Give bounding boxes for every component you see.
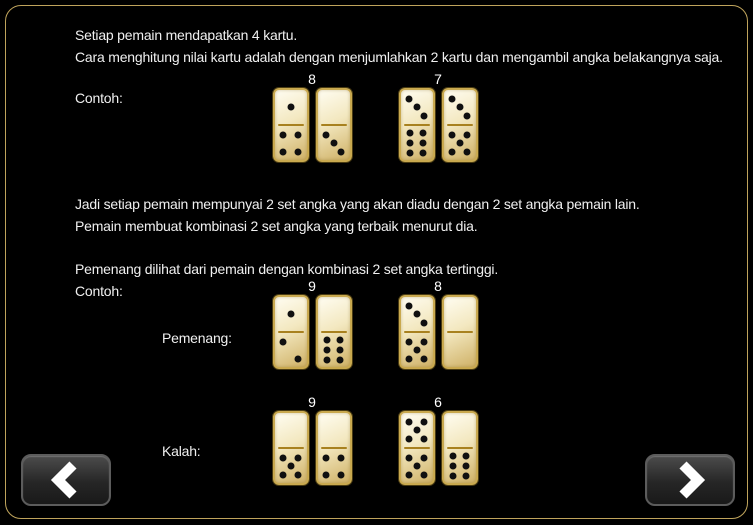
domino-pair-winner-9 (272, 279, 352, 369)
domino-pip (413, 463, 420, 470)
domino-pip (420, 454, 427, 461)
domino-pip (420, 112, 427, 119)
domino-pip (462, 452, 469, 459)
winner-label: Pemenang: (162, 330, 232, 346)
chevron-right-icon (669, 461, 711, 499)
domino-tile-row (398, 295, 478, 369)
domino-pip (450, 463, 457, 470)
domino-bottom-half (318, 449, 350, 483)
domino-pip (294, 148, 301, 155)
domino-pip (450, 452, 457, 459)
domino-pip (407, 150, 414, 157)
domino-top-half (318, 90, 350, 124)
instruction-line-3: Jadi setiap pemain mempunyai 2 set angka yang akan diadu dengan 2 set angka pemain lain. (75, 196, 640, 212)
domino-top-half (444, 297, 476, 331)
pair-sum-label: 7 (434, 71, 442, 87)
domino-pip (463, 148, 470, 155)
domino-pair-loser-9 (272, 395, 352, 485)
domino-tile-row (398, 88, 478, 162)
domino-pair-winner-8 (398, 279, 478, 369)
domino-bottom-half (401, 333, 433, 367)
domino-bottom-half (444, 333, 476, 367)
domino-pip (413, 104, 420, 111)
domino-pip (420, 418, 427, 425)
domino-pip (294, 355, 301, 362)
domino-top-half (275, 90, 307, 124)
domino-bottom-half (444, 126, 476, 160)
domino-tile-row (272, 88, 352, 162)
domino-pip (449, 148, 456, 155)
domino-tile (399, 88, 435, 162)
domino-pip (287, 463, 294, 470)
pair-sum-label: 8 (308, 71, 316, 87)
domino-pip (336, 347, 343, 354)
domino-tile-row (272, 295, 352, 369)
domino-pip (337, 471, 344, 478)
domino-pip (449, 131, 456, 138)
domino-pip (337, 454, 344, 461)
domino-pip (413, 427, 420, 434)
instruction-line-2: Cara menghitung nilai kartu adalah dengan menjumlahkan 2 kartu dan mengambil angka belakangnya saja. (75, 49, 723, 65)
domino-pip (406, 95, 413, 102)
domino-pip (280, 148, 287, 155)
pair-sum-label: 9 (308, 394, 316, 410)
domino-pip (330, 140, 337, 147)
domino-pip (419, 140, 426, 147)
domino-pip (407, 129, 414, 136)
domino-pip (324, 347, 331, 354)
domino-bottom-half (318, 333, 350, 367)
chevron-left-icon (45, 461, 87, 499)
domino-pip (420, 338, 427, 345)
domino-pip (406, 338, 413, 345)
domino-pip (463, 112, 470, 119)
domino-pip (413, 311, 420, 318)
domino-pip (420, 319, 427, 326)
domino-pip (419, 129, 426, 136)
example-label: Contoh: (75, 90, 123, 106)
domino-pip (280, 454, 287, 461)
domino-tile-row (272, 411, 352, 485)
domino-top-half (275, 413, 307, 447)
domino-bottom-half (401, 126, 433, 160)
domino-pair-example-7 (398, 72, 478, 162)
domino-pip (462, 463, 469, 470)
domino-pip (456, 104, 463, 111)
next-page-button[interactable] (645, 454, 735, 506)
domino-pip (450, 473, 457, 480)
domino-pair-loser-6 (398, 395, 478, 485)
domino-tile (442, 411, 478, 485)
domino-top-half (275, 297, 307, 331)
domino-pip (337, 148, 344, 155)
domino-tile (442, 295, 478, 369)
domino-bottom-half (401, 449, 433, 483)
domino-pip (463, 131, 470, 138)
domino-pip (294, 471, 301, 478)
domino-tile (273, 411, 309, 485)
domino-pip (323, 131, 330, 138)
domino-top-half (318, 413, 350, 447)
domino-pip (336, 336, 343, 343)
domino-pip (406, 454, 413, 461)
domino-pip (287, 311, 294, 318)
instruction-line-4: Pemain membuat kombinasi 2 set angka yang terbaik menurut dia. (75, 218, 478, 234)
domino-pip (419, 150, 426, 157)
domino-pip (420, 435, 427, 442)
domino-pip (323, 454, 330, 461)
domino-pip (462, 473, 469, 480)
pair-sum-label: 8 (434, 278, 442, 294)
instruction-line-1: Setiap pemain mendapatkan 4 kartu. (75, 27, 298, 43)
domino-bottom-half (275, 126, 307, 160)
domino-pip (420, 471, 427, 478)
domino-bottom-half (275, 333, 307, 367)
domino-top-half (444, 90, 476, 124)
domino-pip (294, 131, 301, 138)
domino-tile (399, 411, 435, 485)
domino-pip (413, 347, 420, 354)
domino-bottom-half (275, 449, 307, 483)
domino-tile (273, 88, 309, 162)
domino-top-half (401, 297, 433, 331)
domino-top-half (401, 413, 433, 447)
domino-pip (449, 95, 456, 102)
domino-pip (324, 336, 331, 343)
domino-top-half (444, 413, 476, 447)
domino-bottom-half (444, 449, 476, 483)
loser-label: Kalah: (162, 443, 201, 459)
domino-pip (324, 357, 331, 364)
domino-tile-row (398, 411, 478, 485)
domino-tile (273, 295, 309, 369)
domino-tile (316, 295, 352, 369)
domino-pip (406, 302, 413, 309)
pair-sum-label: 9 (308, 278, 316, 294)
domino-pip (406, 435, 413, 442)
domino-pip (280, 338, 287, 345)
domino-pip (456, 140, 463, 147)
domino-pip (280, 131, 287, 138)
domino-pip (336, 357, 343, 364)
instruction-line-5: Pemenang dilihat dari pemain dengan kombinasi 2 set angka tertinggi. (75, 261, 499, 277)
domino-pip (406, 471, 413, 478)
domino-tile (399, 295, 435, 369)
domino-pip (406, 355, 413, 362)
domino-pip (294, 454, 301, 461)
domino-pip (407, 140, 414, 147)
domino-top-half (401, 90, 433, 124)
prev-page-button[interactable] (21, 454, 111, 506)
domino-pip (323, 471, 330, 478)
domino-tile (442, 88, 478, 162)
domino-pip (287, 104, 294, 111)
domino-tile (316, 88, 352, 162)
domino-bottom-half (318, 126, 350, 160)
example2-label: Contoh: (75, 283, 123, 299)
domino-tile (316, 411, 352, 485)
domino-pip (420, 355, 427, 362)
domino-pip (280, 471, 287, 478)
domino-pair-example-8 (272, 72, 352, 162)
domino-top-half (318, 297, 350, 331)
pair-sum-label: 6 (434, 394, 442, 410)
domino-pip (406, 418, 413, 425)
